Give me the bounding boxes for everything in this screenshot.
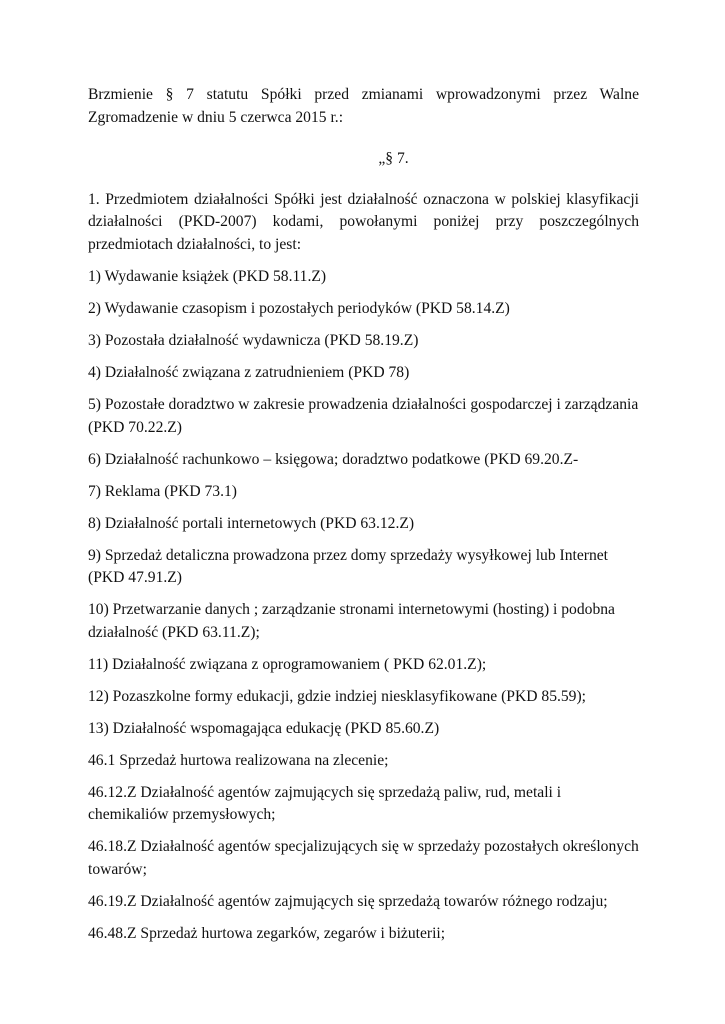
section-heading: „§ 7. xyxy=(378,150,409,167)
list-item: 6) Działalność rachunkowo – księgowa; doradztwo podatkowe (PKD 69.20.Z- xyxy=(88,450,579,468)
list-item: 4) Działalność związana z zatrudnieniem (PKD 78) xyxy=(88,364,410,381)
list-item: 7) Reklama (PKD 73.1) xyxy=(88,482,237,500)
list-item: 9) Sprzedaż detaliczna prowadzona przez domy sprzedaży wysyłkowej lub Internet (PKD 47.91.Z) xyxy=(88,546,609,586)
list-item: 1) Wydawanie książek (PKD 58.11.Z) xyxy=(88,268,327,285)
list-item: 13) Działalność wspomagająca edukację (PKD 85.60.Z) xyxy=(88,719,440,737)
paragraph-1: 1. Przedmiotem działalności Spółki jest działalność oznaczona w polskiej klasyfikacji działalności (PKD-2007) kodami, powołanymi poniżej przy poszczególnych przedmiotach działalności, to jest: xyxy=(88,190,639,253)
list-item: 2) Wydawanie czasopism i pozostałych periodyków (PKD 58.14.Z) xyxy=(88,300,510,317)
list-item: 10) Przetwarzanie danych ; zarządzanie stronami internetowymi (hosting) i podobna działalność (PKD 63.11.Z); xyxy=(88,601,615,641)
list-item: 11) Działalność związana z oprogramowaniem ( PKD 62.01.Z); xyxy=(88,655,487,673)
document-page xyxy=(88,84,639,945)
list-item: 3) Pozostała działalność wydawnicza (PKD 58.19.Z) xyxy=(88,332,419,349)
list-item: 5) Pozostałe doradztwo w zakresie prowadzenia działalności gospodarczej i zarządzania (PKD 70.22.Z) xyxy=(88,396,639,436)
list-item: 8) Działalność portali internetowych (PKD 63.12.Z) xyxy=(88,514,415,532)
activity-list xyxy=(88,266,639,945)
list-item: 46.18.Z Działalność agentów specjalizujących się w sprzedaży pozostałych określonych towarów; xyxy=(88,838,639,878)
list-item: 46.1 Sprzedaż hurtowa realizowana na zlecenie; xyxy=(88,751,389,769)
list-item: 46.12.Z Działalność agentów zajmujących się sprzedażą paliw, rud, metali i chemikaliów przemysłowych; xyxy=(88,783,562,823)
list-item: 46.48.Z Sprzedaż hurtowa zegarków, zegarów i biżuterii; xyxy=(88,924,446,942)
intro-paragraph: Brzmienie § 7 statutu Spółki przed zmianami wprowadzonymi przez Walne Zgromadzenie w dniu 5 czerwca 2015 r.: xyxy=(88,86,639,126)
list-item: 12) Pozaszkolne formy edukacji, gdzie indziej niesklasyfikowane (PKD 85.59); xyxy=(88,687,587,705)
list-item: 46.19.Z Działalność agentów zajmujących się sprzedażą towarów różnego rodzaju; xyxy=(88,892,608,910)
